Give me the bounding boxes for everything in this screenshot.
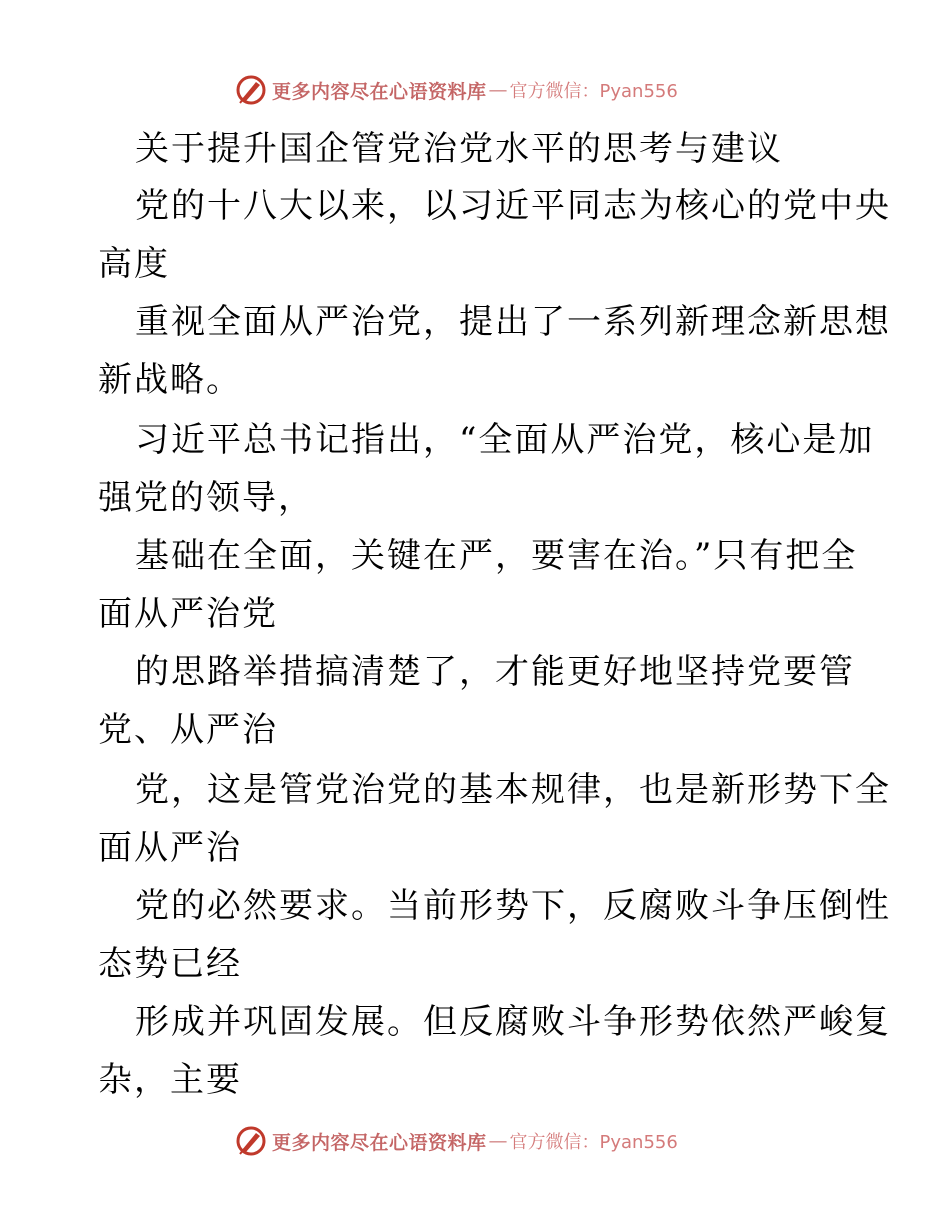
- body-line: 党，这是管党治党的基本规律，也是新形势下全: [135, 770, 891, 810]
- body-line: 重视全面从严治党，提出了一系列新理念新思想: [135, 302, 891, 342]
- pen-logo-icon: [234, 73, 268, 107]
- banner-contact-text: 官方微信：Pyan556: [509, 81, 678, 102]
- document-title: 关于提升国企管党治党水平的思考与建议: [135, 129, 783, 169]
- header-banner: [234, 72, 678, 108]
- body-line: 杂，主要: [98, 1060, 242, 1100]
- body-line: 态势已经: [98, 944, 242, 984]
- body-line: 基础在全面，关键在严，要害在治。”只有把全: [135, 536, 858, 576]
- banner-contact-text: 官方微信：Pyan556: [509, 1132, 678, 1153]
- body-line: 党的必然要求。当前形势下，反腐败斗争压倒性: [135, 886, 891, 926]
- body-line: 习近平总书记指出，“全面从严治党，核心是加: [135, 420, 875, 460]
- footer-banner: [234, 1123, 678, 1159]
- body-line: 党、从严治: [98, 710, 278, 750]
- body-line: 强党的领导，: [98, 478, 314, 518]
- banner-separator: —: [488, 1130, 508, 1152]
- body-line: 新战略。: [98, 360, 242, 400]
- body-line: 面从严治: [98, 828, 242, 868]
- body-line: 形成并巩固发展。但反腐败斗争形势依然严峻复: [135, 1002, 891, 1042]
- body-line: 高度: [98, 244, 170, 284]
- body-line: 面从严治党: [98, 594, 278, 634]
- banner-separator: —: [488, 79, 508, 101]
- banner-site-text: 更多内容尽在心语资料库: [272, 1131, 487, 1154]
- pen-logo-icon: [234, 1124, 268, 1158]
- body-line: 党的十八大以来，以习近平同志为核心的党中央: [135, 186, 891, 226]
- banner-site-text: 更多内容尽在心语资料库: [272, 80, 487, 103]
- body-line: 的思路举措搞清楚了，才能更好地坚持党要管: [135, 652, 855, 692]
